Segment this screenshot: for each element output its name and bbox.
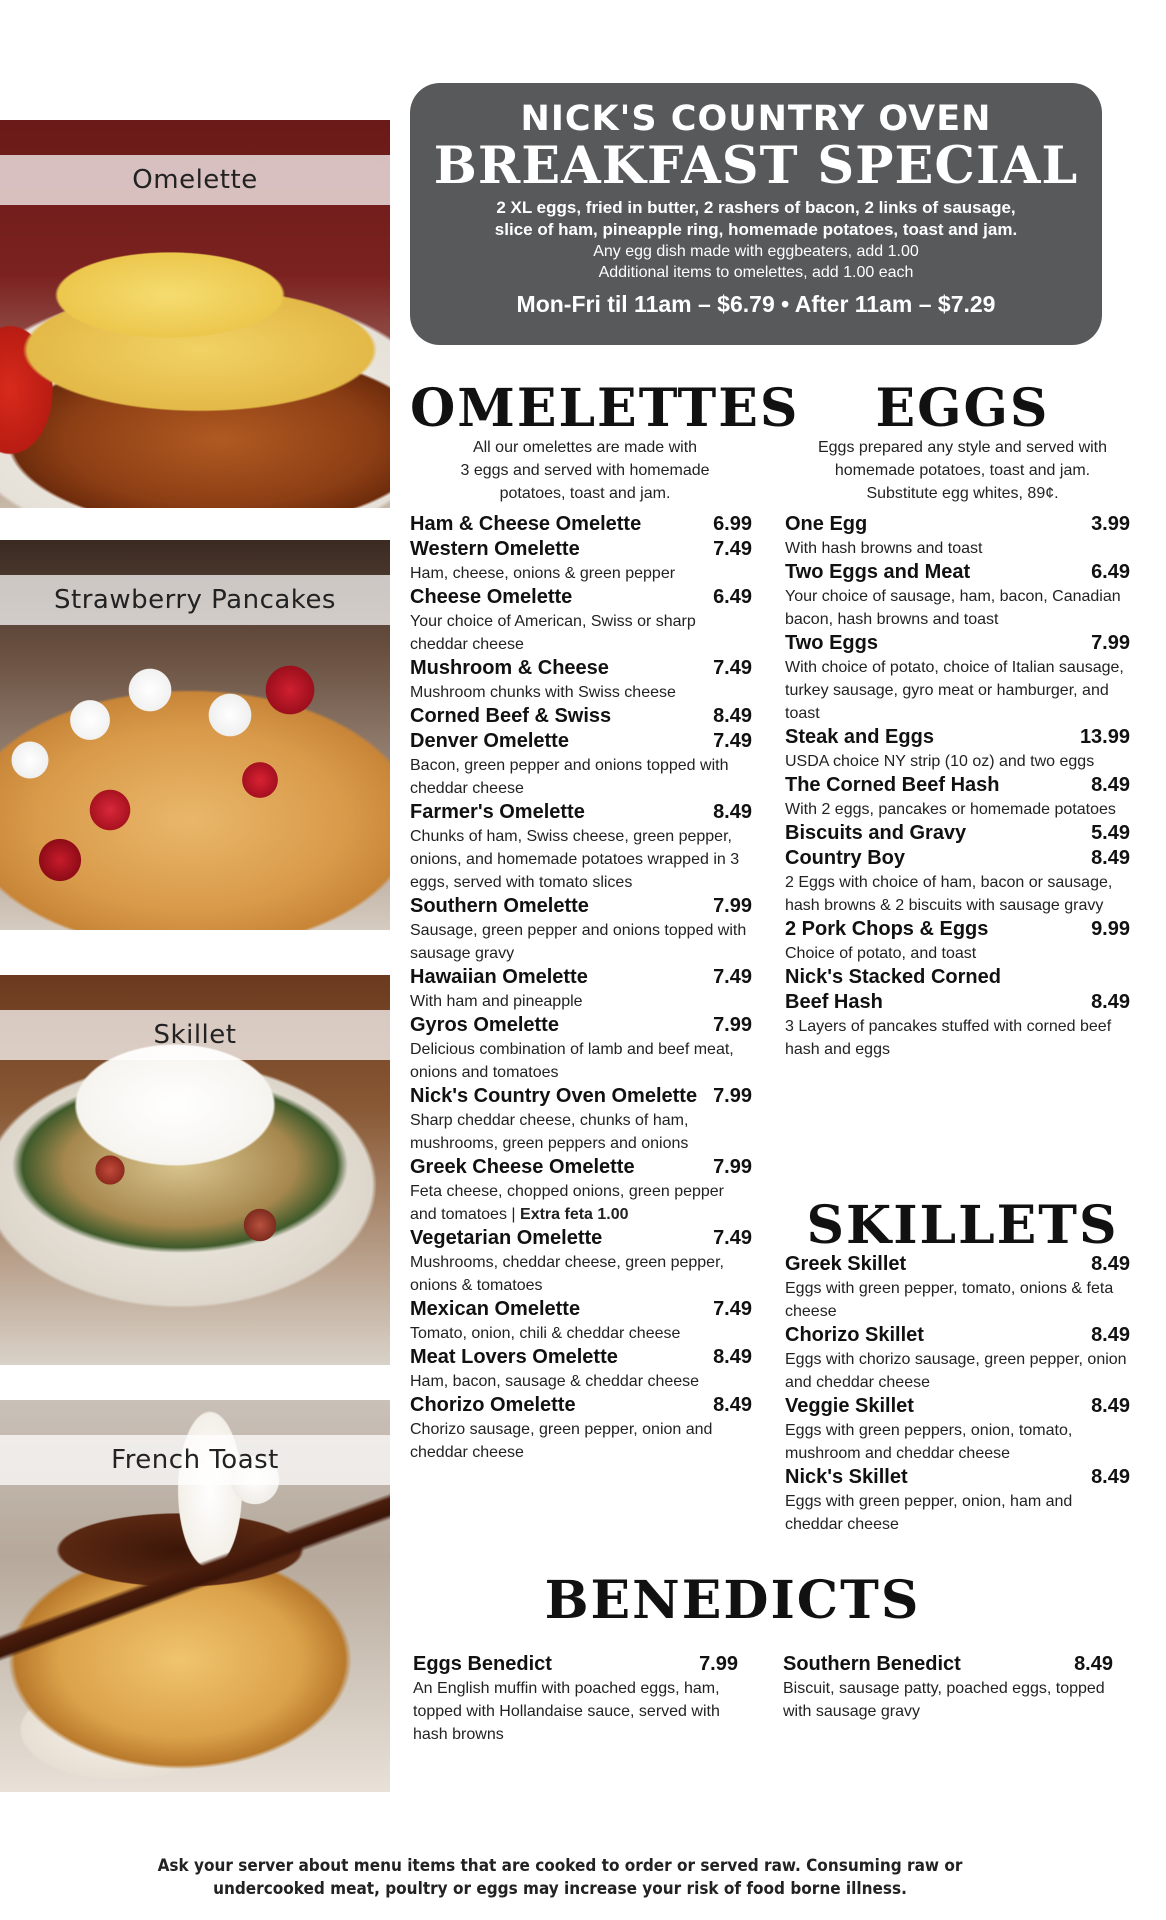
menu-item-description-text: Eggs with green pepper, onion, ham and cheddar cheese: [785, 1493, 1073, 1533]
menu-item-description: [785, 537, 1130, 560]
menu-item: [410, 1226, 752, 1297]
menu-item-description-text: Tomato, onion, chili & cheddar cheese: [410, 1325, 681, 1342]
menu-item: [785, 1252, 1130, 1323]
menu-item-price: 7.49: [713, 538, 752, 560]
menu-item: [785, 917, 1130, 965]
menu-item: [410, 965, 752, 1013]
menu-item-price: 7.49: [713, 657, 752, 679]
menu-item-name: Greek Skillet: [785, 1253, 907, 1275]
menu-item-price: 8.49: [1091, 1395, 1130, 1417]
menu-item-header: [785, 631, 1130, 656]
menu-item-description: [785, 798, 1130, 821]
menu-item-name: One Egg: [785, 513, 868, 535]
special-title: BREAKFAST SPECIAL: [433, 136, 1079, 196]
menu-item-name: Southern Benedict: [783, 1653, 961, 1675]
menu-item-price: 8.49: [1091, 1466, 1130, 1488]
menu-item-description-text: Chorizo sausage, green pepper, onion and cheddar cheese: [410, 1421, 713, 1461]
menu-item-price: 7.99: [713, 1156, 752, 1178]
menu-item-price: 7.49: [713, 1298, 752, 1320]
menu-item-description: [785, 1277, 1130, 1323]
menu-item-price: 7.99: [713, 1014, 752, 1036]
menu-item-header: [785, 773, 1130, 798]
menu-item-name: Country Boy: [785, 847, 905, 869]
menu-item-price: 7.49: [713, 730, 752, 752]
eggs-intro-line: Substitute egg whites, 89¢.: [866, 485, 1059, 502]
menu-item-name: 2 Pork Chops & Eggs: [785, 918, 989, 940]
menu-item: [410, 585, 752, 656]
menu-item-price: 6.49: [713, 586, 752, 608]
benedicts-heading: BENEDICTS: [544, 1570, 921, 1631]
menu-item-header: [410, 965, 752, 990]
menu-item-header: [785, 1323, 1130, 1348]
french-toast-photo: [0, 1400, 390, 1792]
menu-item-description: [785, 656, 1130, 725]
eggs-intro-line: homemade potatoes, toast and jam.: [834, 462, 1091, 479]
menu-item: [410, 1084, 752, 1155]
menu-item-description: [410, 825, 752, 894]
skillets-heading: SKILLETS: [806, 1195, 1119, 1256]
menu-item-description: [785, 750, 1130, 773]
menu-item-header: [410, 704, 752, 729]
menu-item-price: 7.49: [713, 1227, 752, 1249]
disclaimer-line: undercooked meat, poultry or eggs may increase your risk of food borne illness.: [213, 1879, 907, 1899]
menu-item-description-text: Bacon, green pepper and onions topped with cheddar cheese: [410, 757, 729, 797]
menu-item-name: Chorizo Omelette: [410, 1394, 576, 1416]
menu-item-price: 7.99: [699, 1653, 738, 1675]
skillet-photo: [0, 975, 390, 1365]
omelettes-heading: OMELETTES: [410, 378, 800, 439]
menu-item-name: Greek Cheese Omelette: [410, 1156, 635, 1178]
menu-item-price: 8.49: [1091, 991, 1130, 1013]
menu-item-header: [785, 965, 1130, 990]
menu-item-header: [785, 512, 1130, 537]
menu-item-price: 8.49: [1091, 1324, 1130, 1346]
omelettes-intro-line: 3 eggs and served with homemade: [460, 462, 710, 479]
menu-item-price: 8.49: [1074, 1653, 1113, 1675]
menu-item-description: [410, 1180, 752, 1226]
menu-item-name: Vegetarian Omelette: [410, 1227, 603, 1249]
menu-item-name: Southern Omelette: [410, 895, 589, 917]
french-toast-photo-label: French Toast: [0, 1435, 390, 1485]
menu-item-description-text: With hash browns and toast: [785, 540, 983, 557]
menu-item-header: [785, 990, 1130, 1015]
menu-item-description: [410, 1038, 752, 1084]
menu-item-description: [410, 1418, 752, 1464]
menu-item-name: Hawaiian Omelette: [410, 966, 588, 988]
menu-item-header: [785, 725, 1130, 750]
menu-item-name: Corned Beef & Swiss: [410, 705, 612, 727]
menu-item-description: [410, 610, 752, 656]
menu-item: [785, 560, 1130, 631]
menu-item-name: Western Omelette: [410, 538, 580, 560]
menu-item-price: 7.99: [713, 1085, 752, 1107]
skillet-photo-label: Skillet: [0, 1010, 390, 1060]
menu-item-description-text: With choice of potato, choice of Italian sausage, turkey sausage, gyro meat or hamburger, and toast: [785, 659, 1124, 722]
menu-item-name: Mushroom & Cheese: [410, 657, 609, 679]
menu-item-header: [410, 800, 752, 825]
menu-item-name: Gyros Omelette: [410, 1014, 559, 1036]
breakfast-special-box: [410, 83, 1102, 345]
eggs-intro-line: Eggs prepared any style and served with: [817, 439, 1108, 456]
disclaimer-line: Ask your server about menu items that are cooked to order or served raw. Consuming raw or: [157, 1856, 963, 1876]
special-note-additional: Additional items to omelettes, add 1.00 each: [598, 264, 914, 281]
menu-item-description-text: With ham and pineapple: [410, 993, 583, 1010]
menu-item: [785, 1323, 1130, 1394]
menu-item-description: [785, 1490, 1130, 1536]
menu-item: [410, 894, 752, 965]
menu-item-description-text: Chunks of ham, Swiss cheese, green pepper, onions, and homemade potatoes wrapped in 3 eggs, served with tomato slices: [410, 828, 740, 891]
menu-item-header: [785, 1252, 1130, 1277]
menu-item-description-text: With 2 eggs, pancakes or homemade potatoes: [785, 801, 1116, 818]
menu-item-name: Mexican Omelette: [410, 1298, 581, 1320]
food-safety-disclaimer: [150, 1855, 970, 1901]
menu-item-price: 9.99: [1091, 918, 1130, 940]
menu-item-name: Two Eggs and Meat: [785, 561, 971, 583]
menu-item-price: 8.49: [713, 1346, 752, 1368]
benedict-item-eggs: [413, 1652, 738, 1746]
menu-item: [785, 846, 1130, 917]
omelette-photo: [0, 120, 390, 508]
special-desc-line2: slice of ham, pineapple ring, homemade potatoes, toast and jam.: [494, 220, 1018, 239]
menu-item-description-text: Mushroom chunks with Swiss cheese: [410, 684, 676, 701]
menu-item-header: [410, 1393, 752, 1418]
menu-item-header: [410, 585, 752, 610]
menu-item-description-text: Your choice of sausage, ham, bacon, Canadian bacon, hash browns and toast: [785, 588, 1121, 628]
menu-item-description-text: Ham, cheese, onions & green pepper: [410, 565, 676, 582]
menu-item-name: Steak and Eggs: [785, 726, 934, 748]
menu-item-header: [413, 1652, 738, 1677]
menu-item-description: [410, 1109, 752, 1155]
menu-item-header: [410, 1084, 752, 1109]
menu-item: [410, 704, 752, 729]
menu-item: [785, 725, 1130, 773]
menu-item-description-text: Mushrooms, cheddar cheese, green pepper, onions & tomatoes: [410, 1254, 724, 1294]
menu-item-header: [410, 1226, 752, 1251]
menu-item-header: [785, 560, 1130, 585]
menu-item-header: [785, 846, 1130, 871]
menu-item: [785, 990, 1130, 1061]
menu-item-description-text: Eggs with green peppers, onion, tomato, mushroom and cheddar cheese: [785, 1422, 1073, 1462]
menu-item-price: 6.99: [713, 513, 752, 535]
menu-item: [785, 631, 1130, 725]
omelette-photo-label: Omelette: [0, 155, 390, 205]
menu-item-price: 5.49: [1091, 822, 1130, 844]
menu-item-name: Eggs Benedict: [413, 1653, 552, 1675]
menu-item-header: [410, 729, 752, 754]
menu-item: [785, 821, 1130, 846]
eggs-intro: [785, 436, 1140, 505]
menu-item: [785, 512, 1130, 560]
menu-item-description: Biscuit, sausage patty, poached eggs, topped with sausage gravy: [783, 1680, 1105, 1720]
eggs-list: [785, 512, 1130, 1061]
menu-item-header: [785, 821, 1130, 846]
menu-item-description: [785, 1348, 1130, 1394]
menu-item-header: [785, 1394, 1130, 1419]
menu-item: [410, 537, 752, 585]
menu-item: [410, 656, 752, 704]
menu-item-header: [410, 512, 752, 537]
menu-item-description-text: Ham, bacon, sausage & cheddar cheese: [410, 1373, 700, 1390]
menu-item: [410, 1013, 752, 1084]
menu-item: [785, 965, 1130, 990]
menu-item: [785, 1394, 1130, 1465]
menu-item-name: Biscuits and Gravy: [785, 822, 967, 844]
menu-item-description-text: USDA choice NY strip (10 oz) and two eggs: [785, 753, 1095, 770]
menu-item-price: 8.49: [713, 801, 752, 823]
special-desc-line1: 2 XL eggs, fried in butter, 2 rashers of bacon, 2 links of sausage,: [496, 198, 1016, 217]
menu-item-description: [785, 871, 1130, 917]
menu-item-description-text: Sausage, green pepper and onions topped with sausage gravy: [410, 922, 747, 962]
menu-item-description: [410, 562, 752, 585]
omelettes-intro: [410, 436, 760, 505]
menu-item-price: 13.99: [1079, 726, 1130, 748]
menu-item-price: 8.49: [713, 1394, 752, 1416]
menu-item-header: [785, 917, 1130, 942]
omelettes-intro-line: All our omelettes are made with: [472, 439, 698, 456]
eggs-heading: EGGS: [875, 378, 1050, 439]
menu-item-name: Two Eggs: [785, 632, 878, 654]
menu-item-header: [410, 537, 752, 562]
strawberry-pancakes-photo: [0, 540, 390, 930]
menu-item-description-text: Feta cheese, chopped onions, green pepper and tomatoes |: [410, 1183, 725, 1223]
menu-item: [410, 1297, 752, 1345]
menu-item-price: 8.49: [1091, 774, 1130, 796]
menu-item-description: [410, 990, 752, 1013]
menu-item-name: The Corned Beef Hash: [785, 774, 1000, 796]
menu-item-description-text: Sharp cheddar cheese, chunks of ham, mushrooms, green peppers and onions: [410, 1112, 689, 1152]
menu-item-price: 8.49: [1091, 1253, 1130, 1275]
omelettes-list: [410, 512, 752, 1464]
menu-item-name: Nick's Stacked Corned: [785, 966, 1001, 988]
menu-item-price: 6.49: [1091, 561, 1130, 583]
menu-item-description: [785, 585, 1130, 631]
menu-item-header: [410, 1155, 752, 1180]
menu-item-header: [410, 894, 752, 919]
benedict-item-southern: [783, 1652, 1113, 1723]
menu-item: [410, 512, 752, 537]
menu-item: [410, 1155, 752, 1226]
menu-item-name: Denver Omelette: [410, 730, 569, 752]
menu-item-price: 8.49: [713, 705, 752, 727]
menu-item-header: [410, 1345, 752, 1370]
menu-item: [410, 800, 752, 894]
menu-item-header: [410, 1013, 752, 1038]
menu-item-name: Cheese Omelette: [410, 586, 573, 608]
menu-item: [785, 773, 1130, 821]
menu-item-description: [410, 1322, 752, 1345]
menu-item-price: 7.49: [713, 966, 752, 988]
menu-item-price: 7.99: [713, 895, 752, 917]
menu-item: [410, 729, 752, 800]
skillets-list: [785, 1252, 1130, 1536]
menu-item-description: [410, 754, 752, 800]
menu-item-name: Beef Hash: [785, 991, 883, 1013]
menu-item-extra: Extra feta 1.00: [520, 1206, 629, 1223]
menu-item-description-text: 3 Layers of pancakes stuffed with corned beef hash and eggs: [785, 1018, 1112, 1058]
menu-item: [410, 1393, 752, 1464]
menu-item-description-text: Eggs with green pepper, tomato, onions & feta cheese: [785, 1280, 1114, 1320]
menu-item-description: [785, 1015, 1130, 1061]
menu-item-price: 7.99: [1091, 632, 1130, 654]
restaurant-name: NICK'S COUNTRY OVEN: [520, 99, 992, 139]
special-note-eggbeaters: Any egg dish made with eggbeaters, add 1.00: [593, 243, 919, 260]
special-price: Mon-Fri til 11am – $6.79 • After 11am – $7.29: [516, 291, 996, 317]
menu-item-name: Nick's Skillet: [785, 1466, 908, 1488]
menu-item-header: [785, 1465, 1130, 1490]
menu-item-name: Meat Lovers Omelette: [410, 1346, 618, 1368]
menu-item: [410, 1345, 752, 1393]
menu-item-name: Chorizo Skillet: [785, 1324, 924, 1346]
menu-item-price: 8.49: [1091, 847, 1130, 869]
menu-item-price: 3.99: [1091, 513, 1130, 535]
menu-item-description: [785, 942, 1130, 965]
menu-item-description: [410, 1251, 752, 1297]
menu-item-description: [410, 1370, 752, 1393]
menu-item-header: [783, 1652, 1113, 1677]
menu-item-description: [785, 1419, 1130, 1465]
menu-item-name: Farmer's Omelette: [410, 801, 585, 823]
menu-item-description: An English muffin with poached eggs, ham, topped with Hollandaise sauce, served with hash browns: [413, 1680, 720, 1743]
menu-item-description-text: 2 Eggs with choice of ham, bacon or sausage, hash browns & 2 biscuits with sausage gravy: [785, 874, 1113, 914]
menu-item-header: [410, 1297, 752, 1322]
menu-item: [785, 1465, 1130, 1536]
menu-item-header: [410, 656, 752, 681]
menu-item-description-text: Choice of potato, and toast: [785, 945, 977, 962]
menu-item-name: Nick's Country Oven Omelette: [410, 1085, 698, 1107]
menu-item-description: [410, 681, 752, 704]
menu-item-name: Veggie Skillet: [785, 1395, 914, 1417]
menu-item-description-text: Your choice of American, Swiss or sharp cheddar cheese: [410, 613, 696, 653]
omelettes-intro-line: potatoes, toast and jam.: [499, 485, 671, 502]
menu-item-description-text: Eggs with chorizo sausage, green pepper, onion and cheddar cheese: [785, 1351, 1127, 1391]
menu-item-name: Ham & Cheese Omelette: [410, 513, 642, 535]
menu-item-description-text: Delicious combination of lamb and beef meat, onions and tomatoes: [410, 1041, 734, 1081]
pancakes-photo-label: Strawberry Pancakes: [0, 575, 390, 625]
menu-item-description: [410, 919, 752, 965]
